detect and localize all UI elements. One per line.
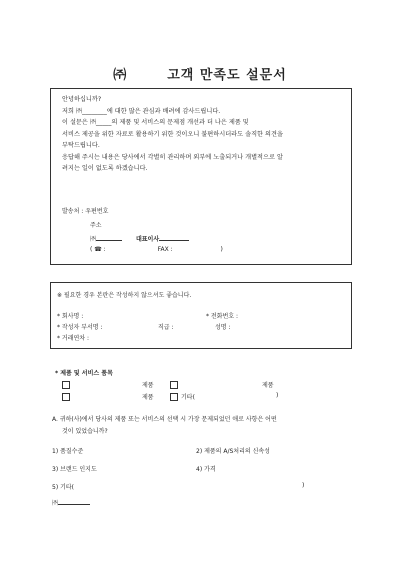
company-prefix: ㈜ (90, 236, 97, 243)
fax-label: FAX : (157, 246, 173, 253)
option-1[interactable]: 1) 품질수준 (52, 448, 84, 455)
product-label: 제품 (262, 382, 274, 389)
footer-company-mark: ㈜ (52, 500, 59, 507)
product-checkbox[interactable] (170, 381, 178, 389)
footer-company-row (52, 497, 90, 507)
greeting-line: 부탁드립니다. (62, 142, 100, 149)
phone-fax-row (90, 246, 223, 253)
company-name-label[interactable]: * 회사명 : (57, 313, 84, 320)
other-checkbox[interactable] (170, 393, 178, 401)
company-blank[interactable] (96, 233, 122, 241)
phone-label: ( ☎ : (90, 246, 106, 253)
product-checkbox[interactable] (62, 393, 70, 401)
sender-label: 발송처 : 우편번호 (62, 208, 109, 215)
question-a-line2: 것이 있었습니까? (62, 428, 108, 435)
other-label[interactable]: 기타( (181, 394, 195, 401)
greeting-line: 저희 ㈜________에 대한 많은 관심과 배려에 감사드립니다. (62, 107, 221, 115)
footer-company-blank[interactable] (58, 497, 90, 505)
ceo-blank[interactable] (159, 233, 189, 241)
writer-dept-label[interactable]: * 작성자 부서명 : (57, 324, 103, 331)
greeting-line: 이 설문은 ㈜_____의 제품 및 서비스의 문제점 개선과 더 나은 제품 및 (62, 119, 249, 126)
ceo-label: 대표이사 (135, 236, 160, 243)
product-label: 제품 (142, 382, 154, 389)
close-paren: ) (220, 246, 223, 253)
option-2[interactable]: 2) 제품의 A/S처리의 신속성 (196, 448, 270, 455)
phone-number-label[interactable]: * 전화번호 : (206, 313, 239, 320)
title-text: 고객 만족도 설문서 (167, 68, 287, 83)
greeting-line: 응답해 주시는 내용은 당사에서 각별히 관리하며 외부에 노출되거나 개별적으로 알 (62, 153, 283, 161)
product-checkbox[interactable] (62, 381, 70, 389)
company-ceo-row (90, 233, 189, 243)
question-a-line1: A. 귀하(사)에서 당사의 제품 또는 서비스의 선택 시 가장 문제되었던 애로 사항은 어떤 (52, 416, 277, 423)
company-mark: ㈜ (113, 68, 128, 83)
option-3[interactable]: 3) 브랜드 인지도 (52, 466, 97, 473)
option-5[interactable]: 5) 기타( (52, 484, 74, 491)
greeting-line: 안녕하십니까? (62, 96, 102, 103)
duration-label[interactable]: * 거래연차 : (57, 335, 90, 342)
address-label: 주소 (90, 222, 102, 229)
info-note: ※ 필요한 경우 본란은 작성하지 않으셔도 좋습니다. (57, 292, 192, 299)
greeting-line: 서비스 제공을 위한 자료로 활용하기 위한 것이오니 불편하시더라도 솔직한 의견을 (62, 130, 283, 138)
greeting-text (62, 94, 283, 175)
other-close-paren: ) (276, 392, 279, 399)
position-label[interactable]: 직급 : (158, 324, 174, 331)
greeting-line: 려지는 일이 없도록 하겠습니다. (62, 165, 148, 172)
option-4[interactable]: 4) 가격 (196, 466, 216, 473)
products-heading: * 제품 및 서비스 품목 (55, 370, 113, 377)
name-label[interactable]: 성명 : (215, 324, 231, 331)
page-title (0, 64, 400, 83)
option-5-close-paren: ) (302, 482, 305, 489)
product-label: 제품 (142, 394, 154, 401)
